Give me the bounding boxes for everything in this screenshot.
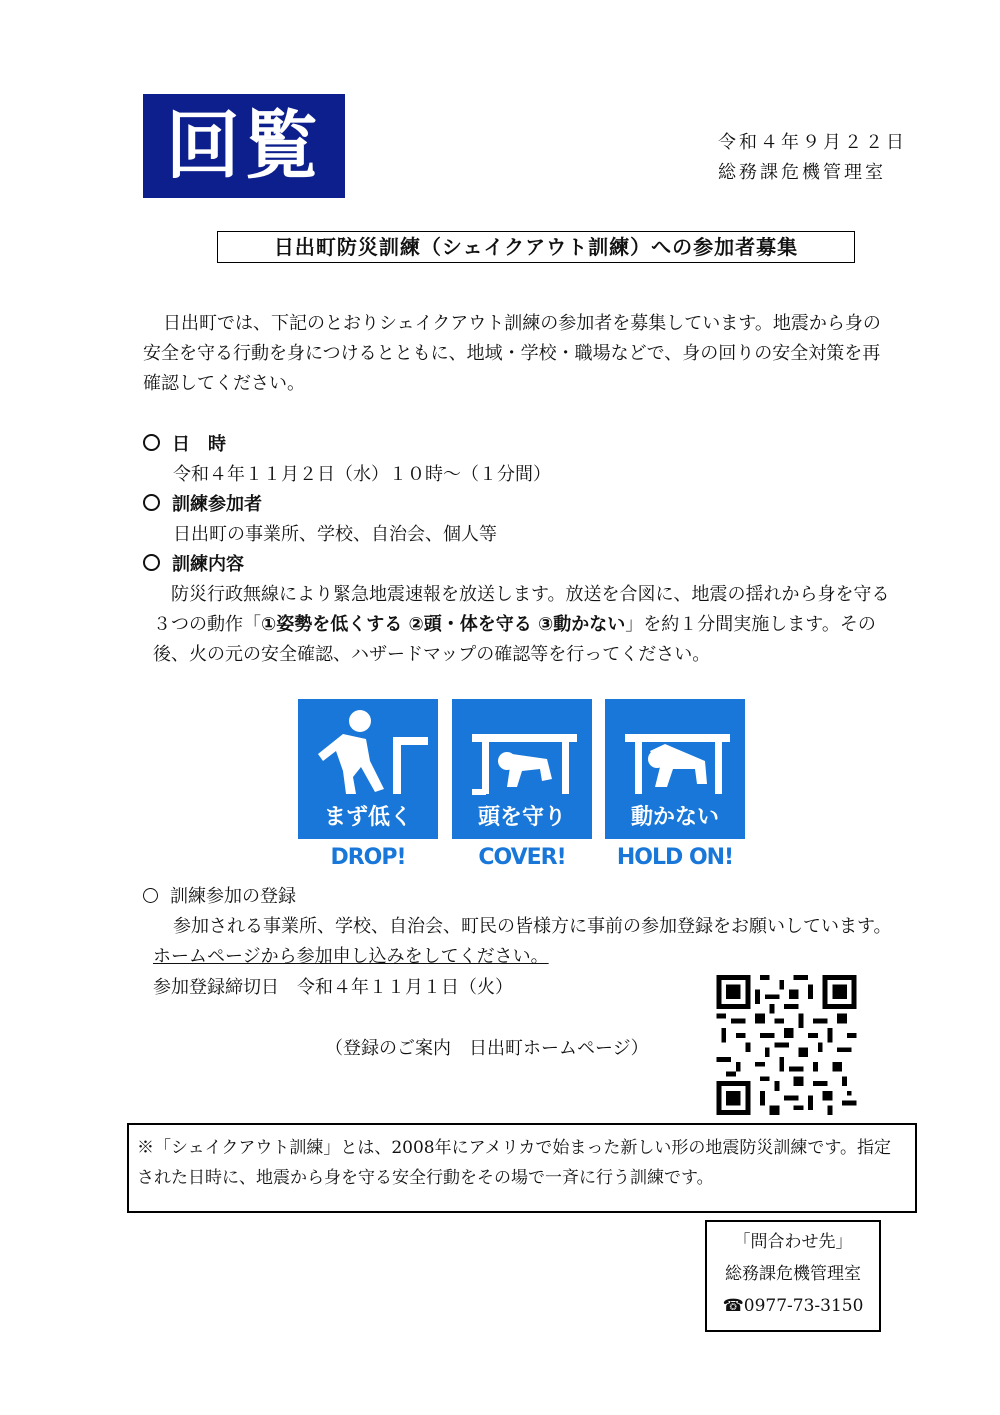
- drop-person-icon: [298, 699, 438, 804]
- contact-box: [705, 1220, 881, 1332]
- circle-bullet-icon: [143, 554, 160, 571]
- shakeout-note-box: ※「シェイクアウト訓練」とは、2008年にアメリカで始まった新しい形の地震防災訓練です。指定された日時に、地震から身を守る安全行動をその場で一斉に行う訓練です。: [127, 1123, 917, 1213]
- section-content-heading: 訓練内容: [143, 550, 244, 580]
- section-participants-heading: 訓練参加者: [143, 490, 262, 520]
- section-participants-body: 日出町の事業所、学校、自治会、個人等: [173, 524, 497, 545]
- section-registration-body: 参加される事業所、学校、自治会、町民の皆様方に事前の参加登録をお願いしています。ホームページから参加申し込みをしてください。: [153, 916, 892, 967]
- section-datetime-body: 令和４年１１月２日（水）１０時～（１分間）: [173, 464, 551, 485]
- hold-label-ja: 動かない: [630, 805, 719, 830]
- cover-person-icon: [452, 699, 592, 804]
- page-title: 日出町防災訓練（シェイクアウト訓練）への参加者募集: [217, 231, 855, 263]
- qr-code-icon[interactable]: [715, 975, 858, 1115]
- section-datetime-heading: 日 時: [143, 430, 226, 460]
- hold-tile: [605, 699, 745, 839]
- contact-office: 総務課危機管理室: [725, 1264, 861, 1284]
- circle-bullet-icon: [143, 494, 160, 511]
- cover-label-ja: 頭を守り: [477, 805, 566, 830]
- contact-heading: 「問合わせ先」: [733, 1232, 853, 1252]
- cover-label-en: COVER!: [478, 845, 566, 870]
- section-registration-heading: 訓練参加の登録: [143, 882, 296, 912]
- contact-phone: ☎0977-73-3150: [722, 1296, 864, 1316]
- cover-tile: [452, 699, 592, 839]
- circle-bullet-icon: [143, 434, 160, 451]
- drop-tile: [298, 699, 438, 839]
- homepage-link-text[interactable]: ホームページから参加申し込みをしてください。: [153, 946, 549, 967]
- issue-date: 令和４年９月２２日: [718, 132, 907, 153]
- drop-label-en: DROP!: [330, 845, 406, 870]
- hold-label-en: HOLD ON!: [616, 845, 734, 870]
- circulation-stamp: 回覧: [143, 94, 345, 198]
- drop-label-ja: まず低く: [323, 805, 412, 830]
- issuer: 総務課危機管理室: [718, 162, 886, 183]
- hold-person-icon: [605, 699, 745, 804]
- section-content-body: 防災行政無線により緊急地震速報を放送します。放送を合図に、地震の揺れから身を守る３つの動作「①姿勢を低くする ②頭・体を守る ③動かない」を約１分間実施します。その後、火の元の安全確認、ハザードマップの確認等を行ってください。: [153, 584, 890, 665]
- intro-text: 日出町では、下記のとおりシェイクアウト訓練の参加者を募集しています。地震から身の安全を守る行動を身につけるとともに、地域・学校・職場などで、身の回りの安全対策を再確認してください。: [143, 313, 881, 394]
- header-info: [718, 128, 907, 188]
- registration-guide: （登録のご案内 日出町ホームページ）: [325, 1038, 649, 1059]
- registration-deadline: 参加登録締切日 令和４年１１月１日（火）: [153, 977, 513, 998]
- three-actions-text: ①姿勢を低くする ②頭・体を守る ③動かない: [261, 614, 626, 635]
- circle-bullet-icon: [143, 888, 158, 903]
